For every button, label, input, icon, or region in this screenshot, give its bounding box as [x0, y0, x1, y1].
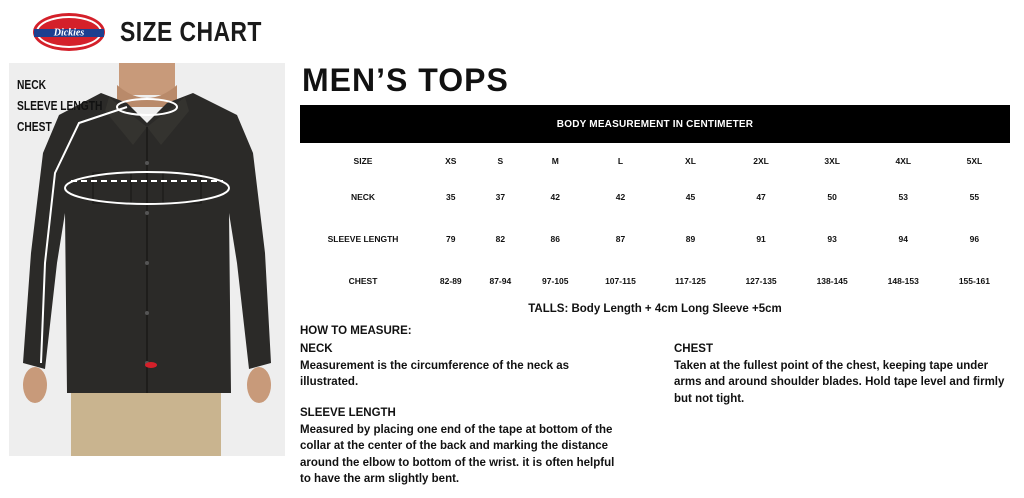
table-cell: 91	[756, 234, 766, 244]
how-to-sleeve-line: to have the arm slightly bent.	[300, 473, 460, 485]
table-cell: 4XL	[895, 156, 912, 166]
how-to-neck-heading: NECK	[300, 343, 333, 355]
table-cell: L	[617, 156, 624, 166]
table-cell: 5XL	[966, 156, 983, 166]
how-to-sleeve	[300, 405, 660, 488]
table-cell: 53	[898, 192, 908, 202]
table-cell: M	[551, 156, 559, 166]
row-label: CHEST	[348, 276, 378, 286]
table-cell: 87-94	[489, 276, 512, 286]
logo-text: Dickies	[53, 27, 85, 39]
table-cell: 97-105	[542, 276, 569, 286]
table-cell: 87	[615, 234, 626, 244]
table-cell: 42	[550, 192, 561, 202]
how-to-sleeve-line: collar at the center of the back and marking the distance	[300, 440, 609, 452]
table-cell: 35	[446, 192, 456, 202]
table-header: BODY MEASUREMENT IN CENTIMETER	[300, 105, 1010, 143]
table-cell: 155-161	[958, 276, 991, 286]
table-cell: 2XL	[753, 156, 769, 166]
talls-note: TALLS: Body Length + 4cm Long Sleeve +5cm	[528, 303, 782, 315]
how-to-neck-line: Measurement is the circumference of the neck as	[300, 359, 570, 372]
table-cell: 148-153	[887, 276, 919, 286]
table-cell: 55	[969, 192, 980, 202]
photo-label-sleeve-length: SLEEVE LENGTH	[17, 99, 103, 113]
dickies-logo	[32, 12, 106, 52]
how-to-chest	[674, 341, 1019, 407]
size-table	[300, 143, 1010, 299]
table-cell: 86	[550, 234, 561, 244]
how-to-neck	[300, 341, 640, 391]
table-cell: 50	[827, 192, 837, 202]
table-cell: 82	[495, 234, 506, 244]
table-cell: 93	[827, 234, 837, 244]
how-to-sleeve-line: around the elbow to bottom of the wrist. it is often helpful	[300, 456, 615, 469]
row-label: NECK	[350, 192, 376, 202]
photo-label-chest: CHEST	[17, 120, 52, 134]
table-row-chest	[300, 263, 1010, 299]
table-row-size	[300, 143, 1010, 179]
table-row-neck	[300, 179, 1010, 215]
row-label: SLEEVE LENGTH	[327, 234, 399, 244]
table-cell: 3XL	[824, 156, 840, 166]
page-brand-title: SIZE CHART	[120, 16, 262, 47]
how-to-chest-line: but not tight.	[674, 392, 745, 405]
table-cell: XL	[685, 156, 696, 166]
how-to-chest-line: arms and around shoulder blades. Hold tape level and firmly	[674, 376, 1005, 388]
how-to-measure-title: HOW TO MEASURE:	[300, 325, 412, 337]
table-cell: XS	[445, 156, 457, 166]
row-label: SIZE	[353, 156, 373, 166]
how-to-chest-heading: CHEST	[674, 343, 713, 355]
table-cell: 117-125	[675, 276, 706, 286]
how-to-sleeve-line: Measured by placing one end of the tape at bottom of the	[300, 423, 613, 436]
table-cell: 45	[685, 192, 696, 202]
how-to-neck-line: illustrated.	[300, 376, 359, 388]
table-cell: 89	[685, 234, 696, 244]
table-cell: 96	[969, 234, 980, 244]
section-title: MEN’S TOPS	[302, 62, 509, 98]
how-to-sleeve-heading: SLEEVE LENGTH	[300, 407, 396, 419]
table-cell: 47	[756, 192, 766, 202]
how-to-chest-line: Taken at the fullest point of the chest, keeping tape under	[674, 359, 989, 372]
table-cell: 127-135	[745, 276, 777, 286]
table-cell: 42	[615, 192, 626, 202]
table-cell: 37	[495, 192, 506, 202]
table-cell: 82-89	[439, 276, 462, 286]
table-row-sleeve-length	[300, 215, 1010, 263]
table-cell: S	[497, 156, 504, 166]
table-cell: 138-145	[816, 276, 848, 286]
table-cell: 107-115	[605, 276, 636, 286]
table-cell: 79	[446, 234, 456, 244]
table-cell: 94	[898, 234, 908, 244]
photo-label-neck: NECK	[17, 78, 47, 92]
